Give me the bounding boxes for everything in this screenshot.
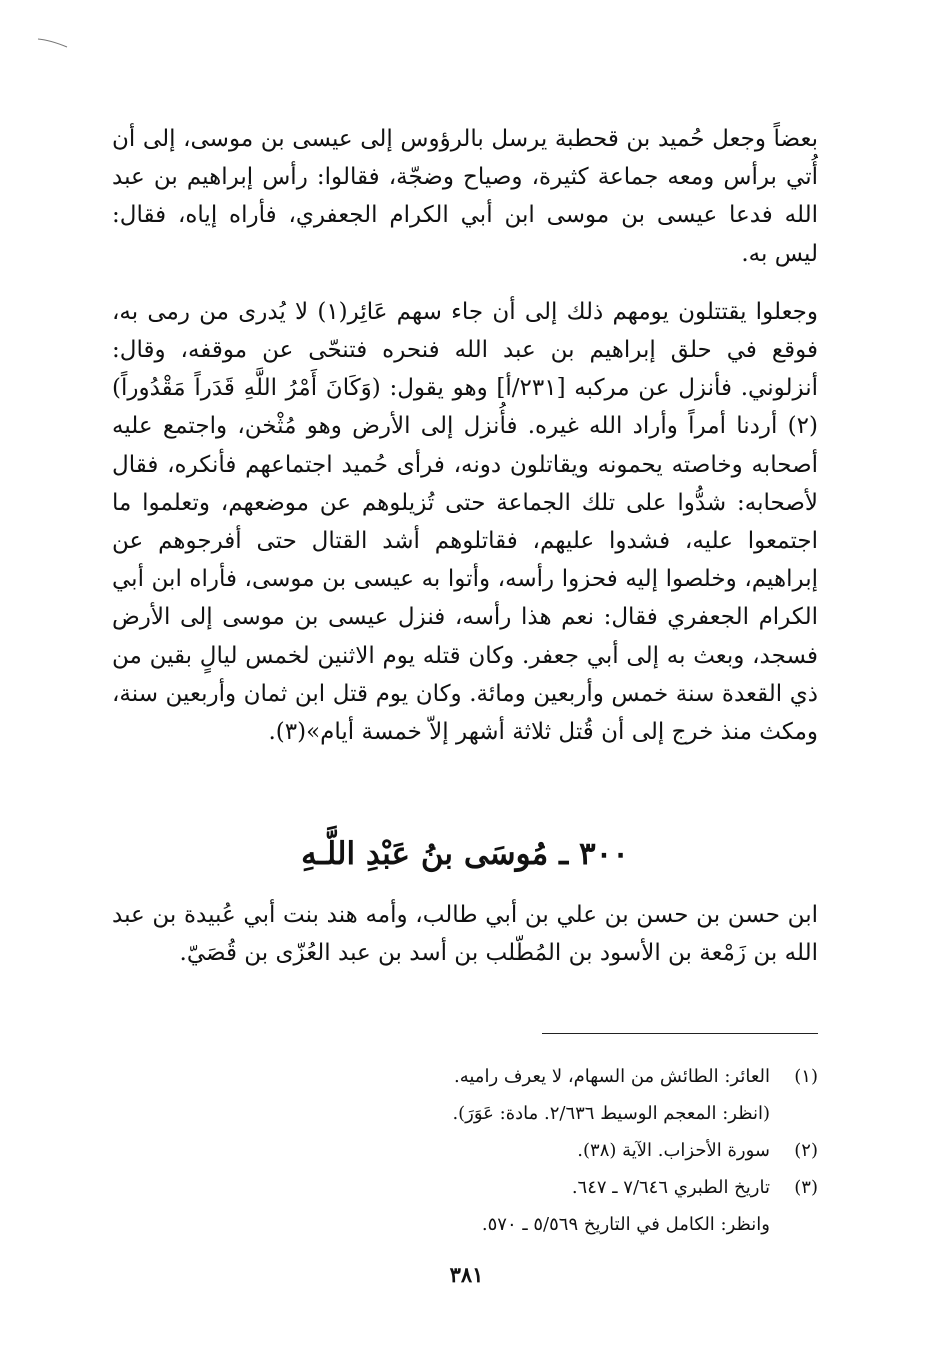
footnotes — [300, 1058, 818, 1243]
entry-text-block — [112, 896, 818, 972]
footnote-number: (٣) — [794, 1177, 818, 1198]
paragraph-2: وجعلوا يقتتلون يومهم ذلك إلى أن جاء سهم عَائِر(١) لا يُدرى من رمى به، فوقع في حلق إبراهيم بن عبد الله فنحره فتنحّى عن موقفه، وقال: أنزلوني. فأنزل عن مركبه [٢٣١/أ] وهو يقول: (وَكَانَ أَمْرُ اللَّهِ قَدَراً مَقْدُوراً)(٢) أردنا أمراً وأراد الله غيره. فأُنزل إلى الأرض وهو مُثْخن، واجتمع عليه أصحابه وخاصته يحمونه ويقاتلون دونه، فرأى حُميد اجتماعهم فأنكره، فقال لأصحابه: شدُّوا على تلك الجماعة حتى تُزيلوهم عن موضعهم، وتعلموا ما اجتمعوا عليه، فشدوا عليهم، فقاتلوهم أشد القتال حتى أفرجوهم عن إبراهيم، وخلصوا إليه فحزوا رأسه، وأتوا به عيسى بن موسى، فأراه ابن أبي الكرام الجعفري فقال: نعم هذا رأسه، فنزل عيسى بن موسى إلى الأرض فسجد، وبعث به إلى أبي جعفر. وكان قتله يوم الاثنين لخمس ليالٍ بقين من ذي القعدة سنة خمس وأربعين ومائة. وكان يوم قتل ابن ثمان وأربعين سنة، ومكث منذ خرج إلى أن قُتل ثلاثة أشهر إلاّ خمسة أيام»(٣). — [112, 298, 818, 746]
footnote-text: سورة الأحزاب. الآية (٣٨). — [577, 1140, 770, 1161]
paragraph-1: بعضاً وجعل حُميد بن قحطبة يرسل بالرؤوس إلى عيسى بن موسى، إلى أن أُتي برأس ومعه جماعة كثيرة، وصياح وضجّة، فقالوا: رأس إبراهيم بن عبد الله فدعا عيسى بن موسى ابن أبي الكرام الجعفري، فأراه إياه، فقال: ليس به. — [112, 126, 818, 267]
page-number: ٣٨١ — [449, 1262, 484, 1287]
footnote-text: وانظر: الكامل في التاريخ ٥/٥٦٩ ـ ٥٧٠. — [481, 1214, 770, 1235]
footnote-3 — [300, 1169, 818, 1206]
main-text — [112, 120, 818, 751]
scan-speck-mark — [36, 36, 70, 50]
footnote-text: العائر: الطائش من السهام، لا يعرف راميه. — [454, 1066, 770, 1087]
entry-paragraph: ابن حسن بن حسن بن علي بن أبي طالب، وأمه هند بنت أبي عُبيدة بن عبد الله بن زَمْعة بن الأسود بن المُطّلب بن أسد بن عبد العُزّى بن قُصَيّ. — [112, 902, 818, 967]
footnote-text: (انظر: المعجم الوسيط ٢/٦٣٦. مادة: عَوَرَ). — [452, 1103, 770, 1124]
footnote-2 — [300, 1132, 818, 1169]
footnote-1-continuation — [300, 1095, 818, 1132]
footnote-3-continuation — [300, 1206, 818, 1243]
footnote-number: (٢) — [794, 1140, 818, 1161]
entry-heading: ٣٠٠ ـ مُوسَى بنُ عَبْدِ اللَّـهِ — [301, 836, 629, 872]
footnote-text: تاريخ الطبري ٧/٦٤٦ ـ ٦٤٧. — [571, 1177, 770, 1198]
footnote-1 — [300, 1058, 818, 1095]
footnote-separator — [542, 1033, 818, 1034]
footnote-number: (١) — [794, 1066, 818, 1087]
